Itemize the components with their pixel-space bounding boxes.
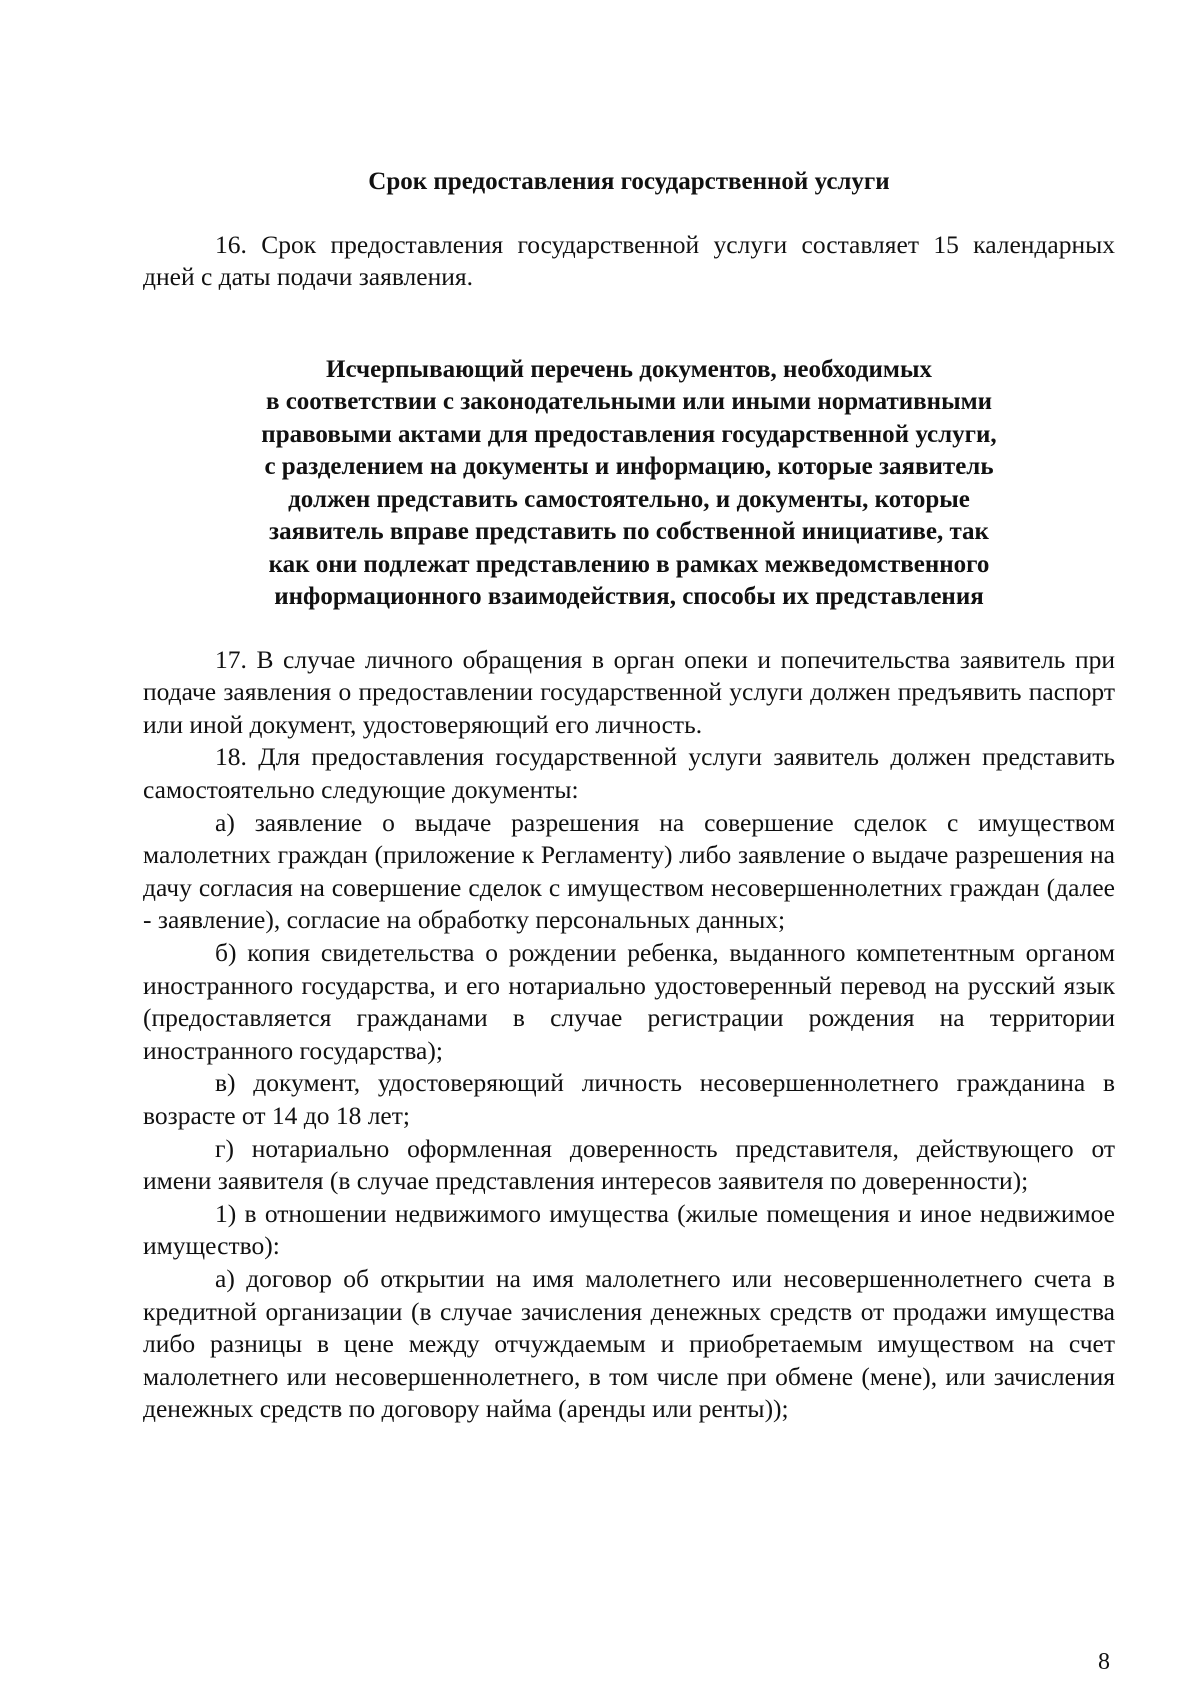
page-number: 8 <box>1098 1649 1110 1675</box>
heading-line: информационного взаимодействия, способы их представления <box>274 583 984 611</box>
document-body <box>143 166 1115 1426</box>
list-item-v-identity-document: в) документ, удостоверяющий личность несовершеннолетнего гражданина в возрасте от 14 до 18 лет; <box>143 1068 1115 1130</box>
section-heading-service-term: Срок предоставления государственной услуги <box>368 168 890 195</box>
list-item-a-application: а) заявление о выдаче разрешения на совершение сделок с имуществом малолетних граждан (приложение к Регламенту) либо заявление о выдаче разрешения на дачу согласия на совершение сделок с имуществом несовершеннолетних граждан (далее - заявление), согласие на обработку персональных данных; <box>143 807 1115 935</box>
paragraph-17: 17. В случае личного обращения в орган опеки и попечительства заявитель при подаче заявления о предоставлении государственной услуги должен предъявить паспорт или иной документ, удостоверяющий его личность. <box>143 644 1115 739</box>
heading-line: с разделением на документы и информацию, которые заявитель <box>264 453 994 481</box>
paragraph-18: 18. Для предоставления государственной услуги заявитель должен представить самостоятельно следующие документы: <box>143 742 1115 805</box>
section-heading-documents-list <box>143 354 1115 614</box>
heading-line: заявитель вправе представить по собственной инициативе, так <box>269 518 989 546</box>
list-item-a-bank-account-contract: а) договор об открытии на имя малолетнего или несовершеннолетнего счета в кредитной организации (в случае зачисления денежных средств от продажи имущества либо разницы в цене между отчуждаемым и приобретаемым имуществом на счет малолетнего или несовершеннолетнего, в том числе при обмене (мене), или зачисления денежных средств по договору найма (аренды или ренты)); <box>143 1263 1115 1424</box>
heading-line: в соответствии с законодательными или иными нормативными <box>265 388 993 416</box>
heading-line: как они подлежат представлению в рамках межведомственного <box>268 550 990 578</box>
list-item-1-real-estate: 1) в отношении недвижимого имущества (жилые помещения и иное недвижимое имущество): <box>143 1198 1115 1261</box>
paragraph-16: 16. Срок предоставления государственной услуги составляет 15 календарных дней с даты подачи заявления. <box>143 229 1115 292</box>
list-item-b-birth-certificate: б) копия свидетельства о рождении ребенка, выданного компетентным органом иностранного государства, и его нотариально удостоверенный перевод на русский язык (предоставляется гражданами в случае регистрации рождения на территории иностранного государства); <box>143 938 1115 1065</box>
list-item-g-power-of-attorney: г) нотариально оформленная доверенность представителя, действующего от имени заявителя (в случае представления интересов заявителя по доверенности); <box>143 1133 1115 1196</box>
heading-line: Исчерпывающий перечень документов, необходимых <box>326 355 932 383</box>
heading-line: должен представить самостоятельно, и документы, которые <box>288 485 970 513</box>
heading-line: правовыми актами для предоставления государственной услуги, <box>261 420 997 448</box>
